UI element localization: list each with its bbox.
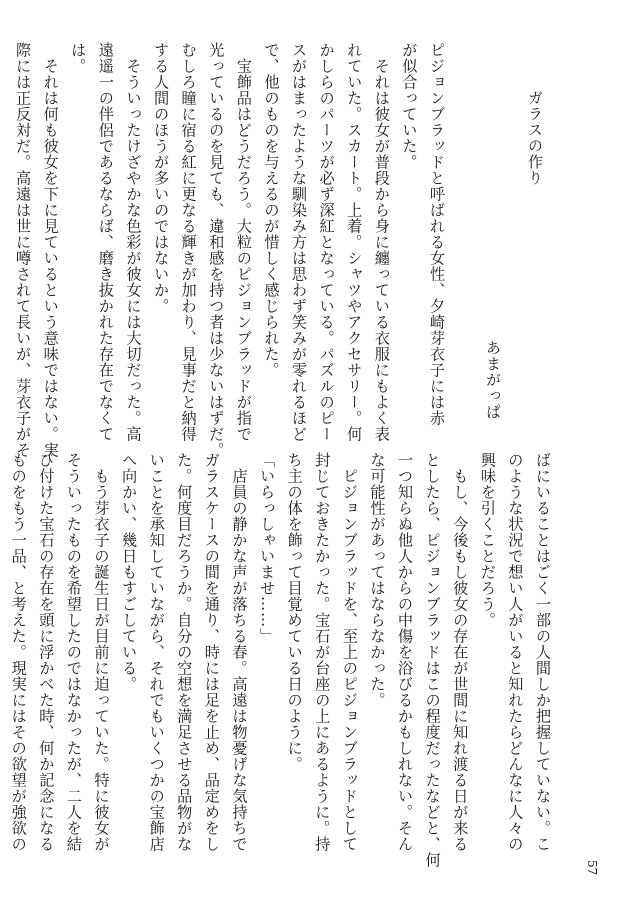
text-column: 店員の静かな声が落ちる春。高遠は物憂げな気持ちで [230, 452, 249, 852]
text-column: ガラスケースの間を通り、時には足を止め、品定めをし [202, 452, 221, 852]
text-column: で、他のものを与えるのが惜しく感じられた。 [262, 42, 281, 378]
lower-text-block [9, 452, 556, 868]
text-column: もし、今後もし彼女の存在が世間に知れ渡る日が来る [451, 452, 470, 852]
text-column: そういったけざやかな色彩が彼女には大切だった。高 [124, 42, 143, 442]
text-column: た。何度目だろうか。自分の空想を満足させる品物がな [175, 452, 194, 852]
text-column: ち主の体を飾って目覚めている日のように。 [285, 452, 304, 772]
text-column: び付けた宝石の存在を頭に浮かべた時、何か記念になる [37, 452, 56, 852]
author-name: あまがっぱ [484, 340, 502, 420]
text-column: 際には正反対だ。高遠は世に噂されて長いが、芽衣子がそ [14, 42, 33, 458]
text-column: ものをもう一品、と考えた。現実にはその欲望が強欲の [9, 452, 28, 852]
text-column: もう芽衣子の誕生日が目前に迫っていた。特に彼女が [92, 452, 111, 852]
text-column: 「いらっしゃいませ……」 [258, 452, 277, 644]
text-column: スがはまったような馴染み方は思わず笑みが零れるほど [290, 42, 309, 442]
text-column: 光っているのを見ても、違和感を持つ者は少ないはずだ。 [207, 42, 226, 458]
text-column: へ向かい、幾日もすごしている。 [120, 452, 139, 692]
text-column: いことを承知していながら、それでもいくつかの宝飾店 [147, 452, 166, 852]
text-column: むしろ瞳に宿る紅に更なる輝きが加わり、見事だと納得 [179, 42, 198, 442]
text-column: 遠遥一の伴侶であるならば、磨き抜かれた存在でなくて [96, 42, 115, 442]
text-column: は。 [69, 42, 88, 74]
text-column: としたら、ピジョンブラッドはこの程度だったなどと、何 [423, 452, 442, 868]
text-column: ピジョンブラッドを、至上のピジョンブラッドとして [340, 452, 359, 852]
text-column: のような状況で想い人がいると知れたらどんなに人々の [506, 452, 525, 852]
text-column: な可能性があってはならなかった。 [368, 452, 387, 708]
story-title: ガラスの作り [526, 90, 544, 186]
text-column: 一つ知らぬ他人からの中傷を浴びるかもしれない。そん [396, 452, 415, 852]
text-column: ばにいることはごく一部の人間しか把握していない。こ [534, 452, 552, 852]
text-column: かしらのパーツが必ず深紅となっている。パズルのピー [317, 42, 336, 442]
text-column: それは彼女が普段から身に纏っている衣服にもよく表 [372, 42, 391, 442]
text-column: する人間のほうが多いのではないか。 [152, 42, 171, 314]
text-column: れていた。スカート。上着。シャツやアクセサリー。何 [345, 42, 364, 442]
page-number: 57 [585, 860, 599, 876]
text-column: 宝飾品はどうだろう。大粒のピジョンブラッドが指で [234, 42, 253, 442]
text-column: が似合っていた。 [400, 42, 419, 170]
text-column: そういったものを希望したのではなかったが、二人を結 [64, 452, 83, 852]
text-column: 封じておきたかった。宝石が台座の上にあるように。持 [313, 452, 332, 852]
text-column: 興味を引くことだろう。 [478, 452, 497, 628]
text-column: それは何も彼女を下に見ているという意味ではない。実 [41, 42, 60, 458]
upper-text-block [14, 42, 450, 458]
text-column: ピジョンブラッドと呼ばれる女性、夕崎芽衣子には赤 [428, 42, 446, 426]
